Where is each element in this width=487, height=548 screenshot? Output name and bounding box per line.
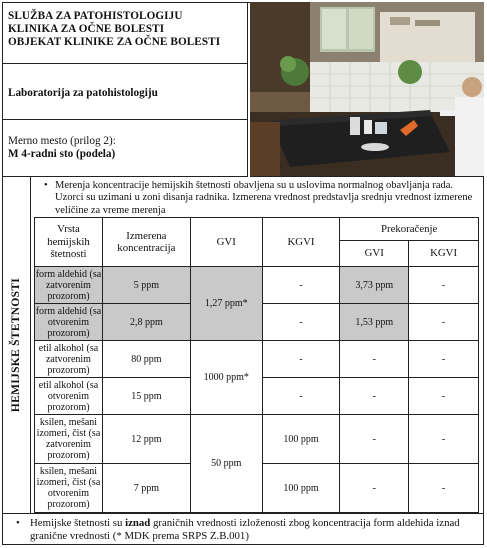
cell-exceed-gvi: 3,73 ppm <box>340 267 409 304</box>
measure-place-block <box>2 120 247 177</box>
lab-photo-image <box>250 2 484 177</box>
cell-kgvi: - <box>262 378 340 415</box>
org-line-1: SLUŽBA ZA PATOHISTOLOGIJU <box>8 10 183 22</box>
cell-type: form aldehid (sa zatvorenim prozorom) <box>35 268 102 302</box>
table-row <box>35 267 479 304</box>
cell-exceed-kgvi: - <box>409 304 479 341</box>
organization-block <box>2 2 247 64</box>
cell-exceed-kgvi: - <box>409 267 479 304</box>
cell-type: ksilen, mešani izomeri, čist (sa otvorenim prozorom) <box>35 464 103 513</box>
intro-bullet: • <box>44 180 48 191</box>
cell-kgvi: 100 ppm <box>262 464 340 513</box>
cell-concentration: 15 ppm <box>102 378 190 415</box>
cell-concentration: 12 ppm <box>102 415 190 464</box>
cell-gvi: 50 ppm <box>190 415 262 513</box>
intro-text: Merenja koncentracije hemijskih štetnosti obavljena su u uslovima normalnog obavljanja rada. Uzorci su uzimani u zoni disanja radnika. Izmerena vrednost predstavlja srednju vrednost izmerene veličine za vreme merenja <box>55 180 473 216</box>
table-row <box>35 341 479 378</box>
measure-place-value: M 4-radni sto (podela) <box>8 148 116 160</box>
footer-text-bold: iznad <box>125 517 151 529</box>
cell-exceed-kgvi: - <box>409 378 479 415</box>
cell-gvi: 1,27 ppm* <box>190 267 262 341</box>
measure-place-label: Merno mesto (prilog 2): <box>8 135 116 147</box>
measurements-table <box>34 217 479 513</box>
cell-kgvi: - <box>262 304 340 341</box>
col-header-kgvi: KGVI <box>262 218 340 267</box>
cell-exceed-gvi: - <box>340 341 409 378</box>
footer-text <box>30 517 484 542</box>
lab-name: Laboratorija za patohistologiju <box>8 87 158 99</box>
cell-type: etil alkohol (sa otvorenim prozorom) <box>35 378 103 415</box>
org-line-3: OBJEKAT KLINIKE ZA OČNE BOLESTI <box>8 36 221 48</box>
cell-concentration: 7 ppm <box>102 464 190 513</box>
col-header-exceed-kgvi: KGVI <box>409 241 479 267</box>
side-title-text: HEMIJSKE ŠTETNOSTI <box>10 277 22 413</box>
lab-photo <box>250 2 484 177</box>
col-header-exceed-gvi: GVI <box>340 241 409 267</box>
footer-text-post: graničnih vrednosti izloženosti zbog koncentracija form aldehida iznad granične vrednosti (* MDK prema SRPS Z.B.001) <box>30 517 460 542</box>
cell-type: form aldehid (sa otvorenim prozorom) <box>35 305 102 339</box>
cell-exceed-gvi: - <box>340 464 409 513</box>
intro-note <box>38 180 478 217</box>
lab-block <box>2 64 247 120</box>
footer-bullet: • <box>16 517 20 529</box>
cell-exceed-gvi: 1,53 ppm <box>340 304 409 341</box>
cell-exceed-kgvi: - <box>409 341 479 378</box>
cell-concentration: 5 ppm <box>102 267 190 304</box>
cell-kgvi: - <box>262 267 340 304</box>
cell-concentration: 80 ppm <box>102 341 190 378</box>
cell-exceed-kgvi: - <box>409 415 479 464</box>
footer-text-pre: Hemijske štetnosti su <box>30 517 126 529</box>
col-header-gvi: GVI <box>190 218 262 267</box>
chemical-hazards-side-title <box>2 177 31 513</box>
cell-exceed-gvi: - <box>340 415 409 464</box>
cell-kgvi: 100 ppm <box>262 415 340 464</box>
cell-kgvi: - <box>262 341 340 378</box>
col-header-concentration: Izmerena koncentracija <box>102 218 190 267</box>
org-line-2: KLINIKA ZA OČNE BOLESTI <box>8 23 165 35</box>
cell-concentration: 2,8 ppm <box>102 304 190 341</box>
header-info <box>2 2 248 177</box>
cell-type: etil alkohol (sa zatvorenim prozorom) <box>35 341 103 378</box>
cell-exceed-kgvi: - <box>409 464 479 513</box>
table-row <box>35 415 479 464</box>
cell-gvi: 1000 ppm* <box>190 341 262 415</box>
col-header-exceedance: Prekoračenje <box>340 218 479 241</box>
col-header-type: Vrsta hemijskih štetnosti <box>35 218 103 267</box>
footer-conclusion <box>2 513 484 545</box>
table-header-row-1 <box>35 218 479 241</box>
cell-exceed-gvi: - <box>340 378 409 415</box>
cell-type: ksilen, mešani izomeri, čist (sa zatvorenim prozorom) <box>35 415 103 464</box>
